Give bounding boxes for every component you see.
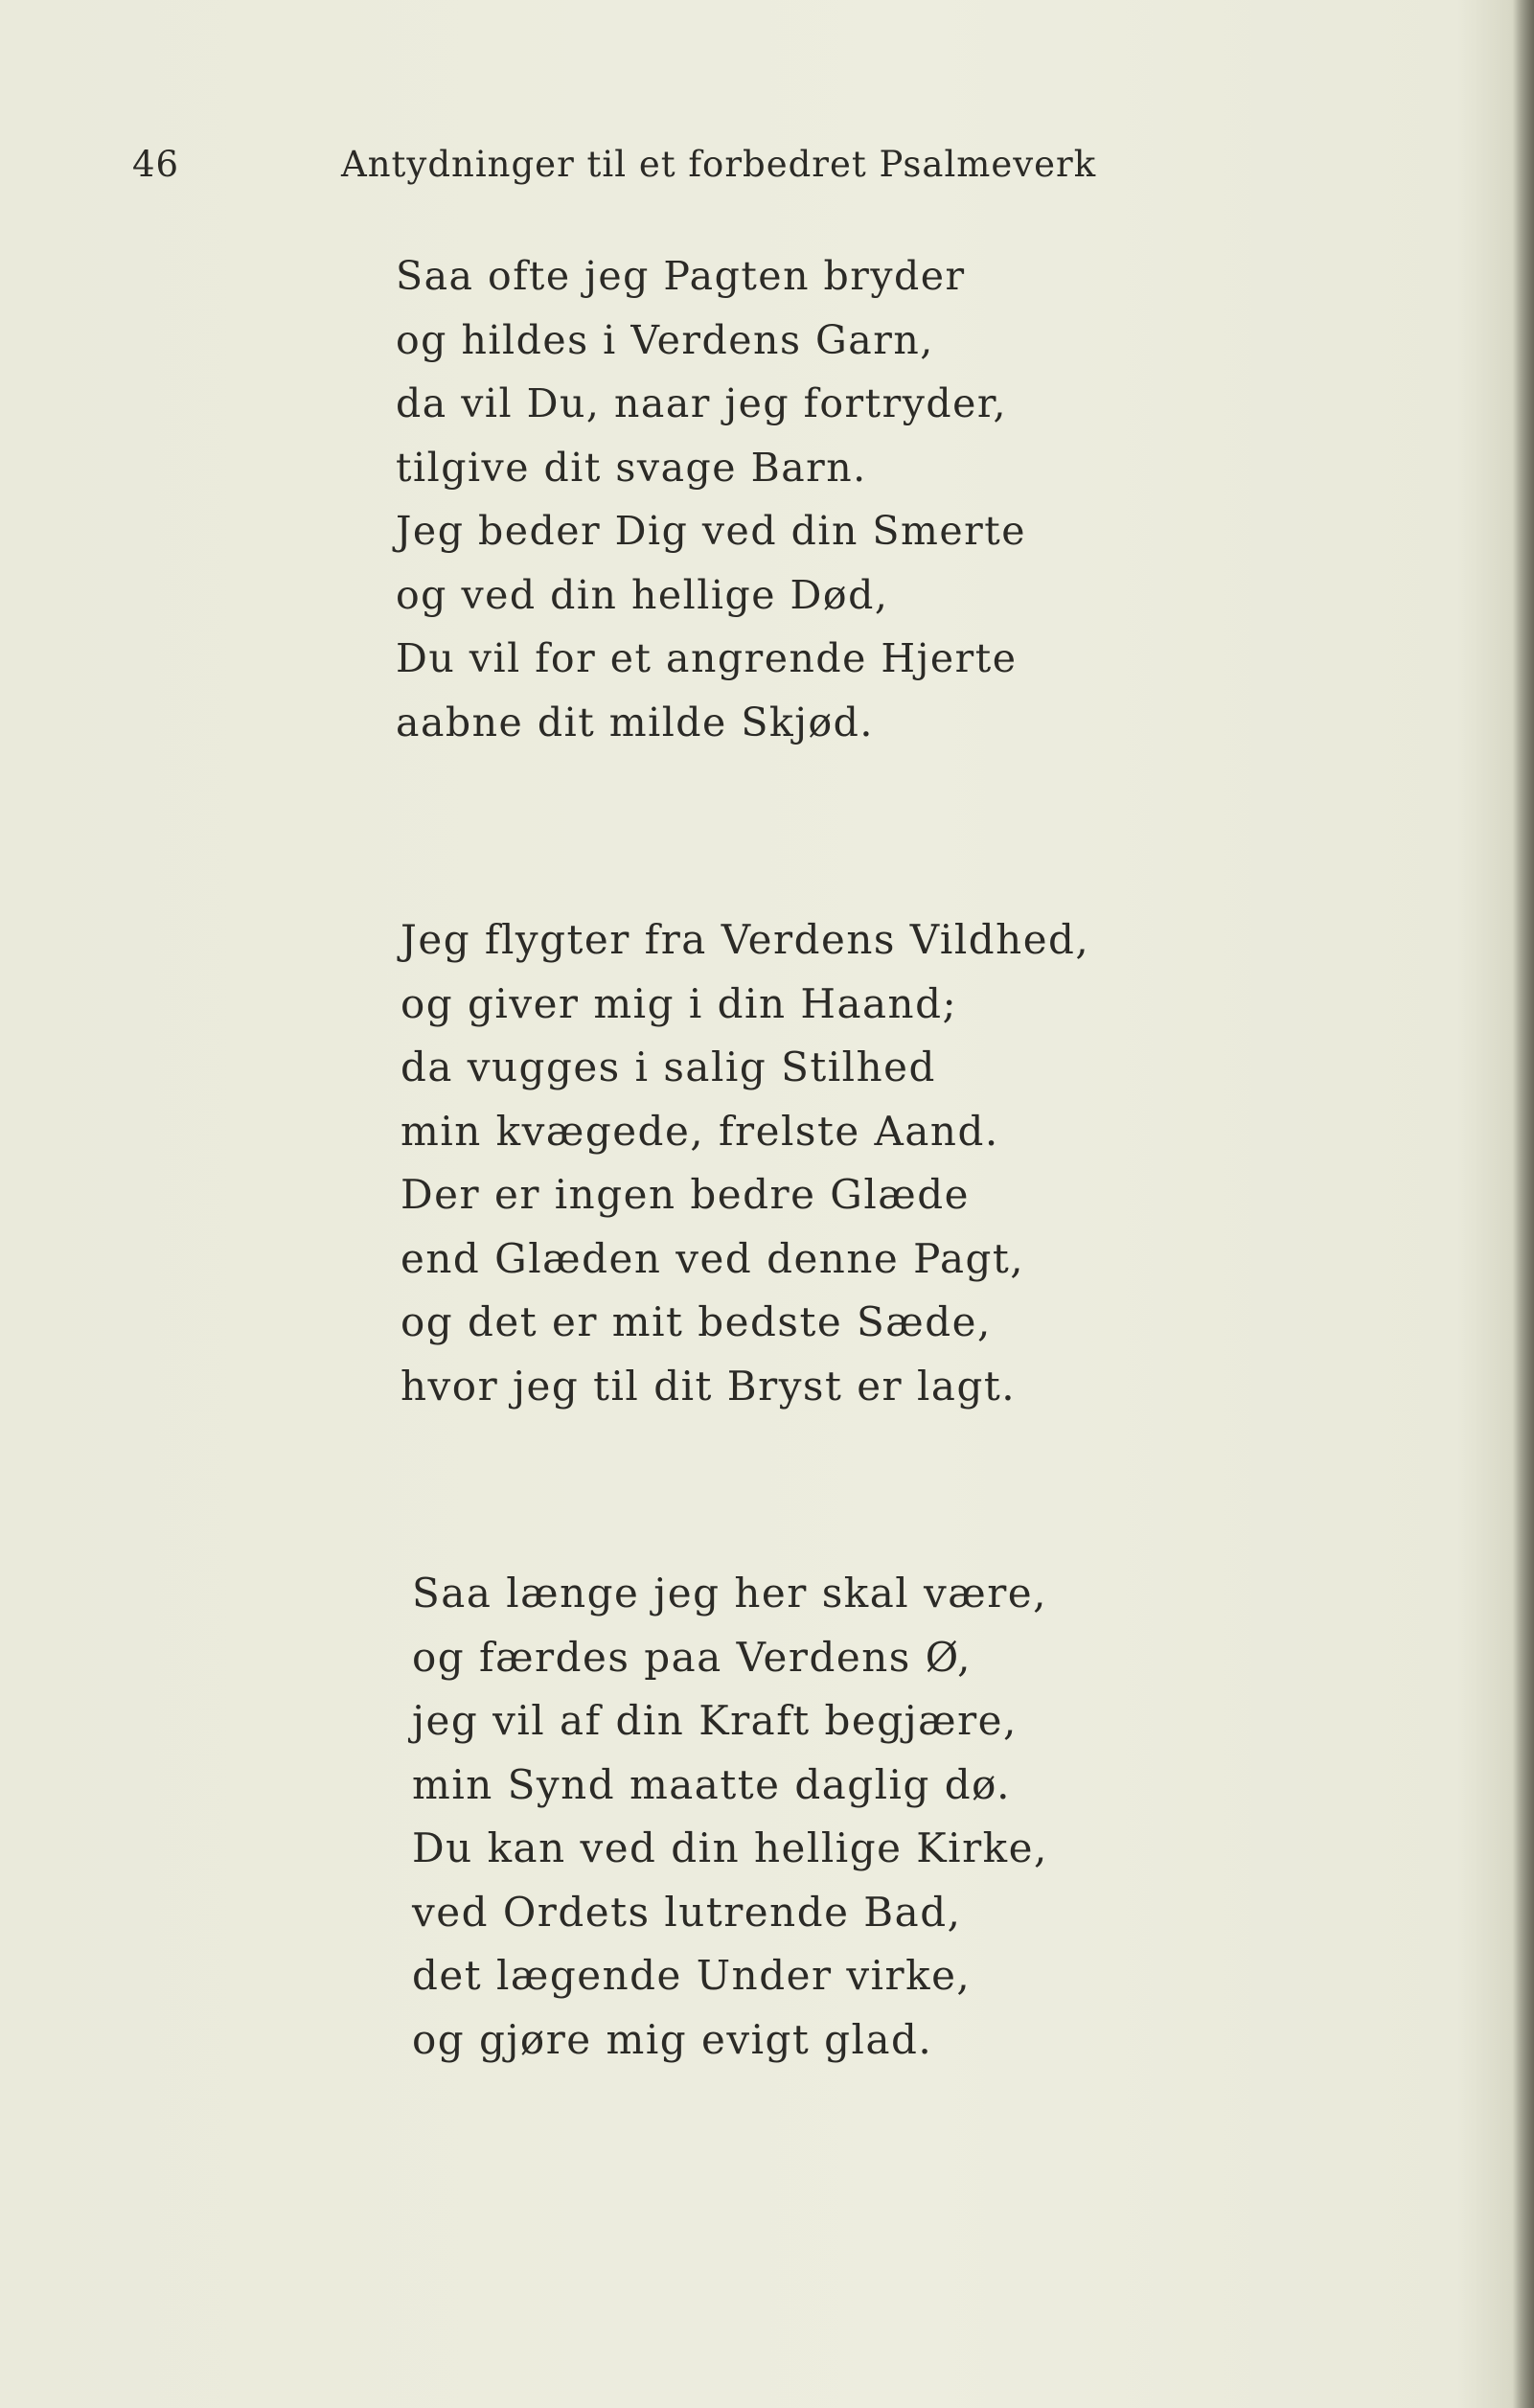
verse-line: Der er ingen bedre Glæde: [401, 1171, 970, 1218]
stanza-3: [412, 1562, 1048, 2072]
verse-line: Saa ofte jeg Pagten bryder: [396, 253, 966, 299]
verse-line: Du vil for et angrende Hjerte: [396, 635, 1018, 681]
verse-line: end Glæden ved denne Pagt,: [401, 1234, 1025, 1282]
stanza-1: [396, 244, 1026, 754]
verse-line: og ved din hellige Død,: [396, 571, 889, 618]
verse-line: Saa længe jeg her skal være,: [412, 1570, 1048, 1617]
verse-line: jeg vil af din Kraft begjære,: [412, 1697, 1018, 1744]
page-header: [132, 144, 1148, 201]
running-title: Antydninger til et forbedret Psalmeverk: [341, 144, 1097, 185]
verse-line: og hildes i Verdens Garn,: [396, 316, 934, 363]
verse-line: aabne dit milde Skjød.: [396, 699, 874, 745]
verse-line: Du kan ved din hellige Kirke,: [412, 1824, 1048, 1871]
page-edge-shadow: [1513, 0, 1534, 2408]
verse-line: og giver mig i din Haand;: [401, 979, 958, 1027]
verse-line: min kvægede, frelste Aand.: [401, 1107, 999, 1155]
verse-line: hvor jeg til dit Bryst er lagt.: [401, 1362, 1017, 1410]
verse-line: ved Ordets lutrende Bad,: [412, 1888, 962, 1936]
verse-line: da vil Du, naar jeg fortryder,: [396, 380, 1007, 426]
page-number: 46: [132, 144, 180, 185]
verse-line: Jeg beder Dig ved din Smerte: [396, 508, 1026, 554]
verse-line: tilgive dit svage Barn.: [396, 444, 867, 491]
stanza-2: [401, 908, 1089, 1418]
verse-line: og gjøre mig evigt glad.: [412, 2015, 933, 2063]
verse-line: da vugges i salig Stilhed: [401, 1043, 936, 1090]
verse-line: og færdes paa Verdens Ø,: [412, 1633, 973, 1681]
verse-line: og det er mit bedste Sæde,: [401, 1298, 992, 1345]
verse-line: Jeg flygter fra Verdens Vildhed,: [401, 916, 1090, 963]
verse-line: det lægende Under virke,: [412, 1952, 972, 1999]
verse-line: min Synd maatte daglig dø.: [412, 1760, 1012, 1808]
